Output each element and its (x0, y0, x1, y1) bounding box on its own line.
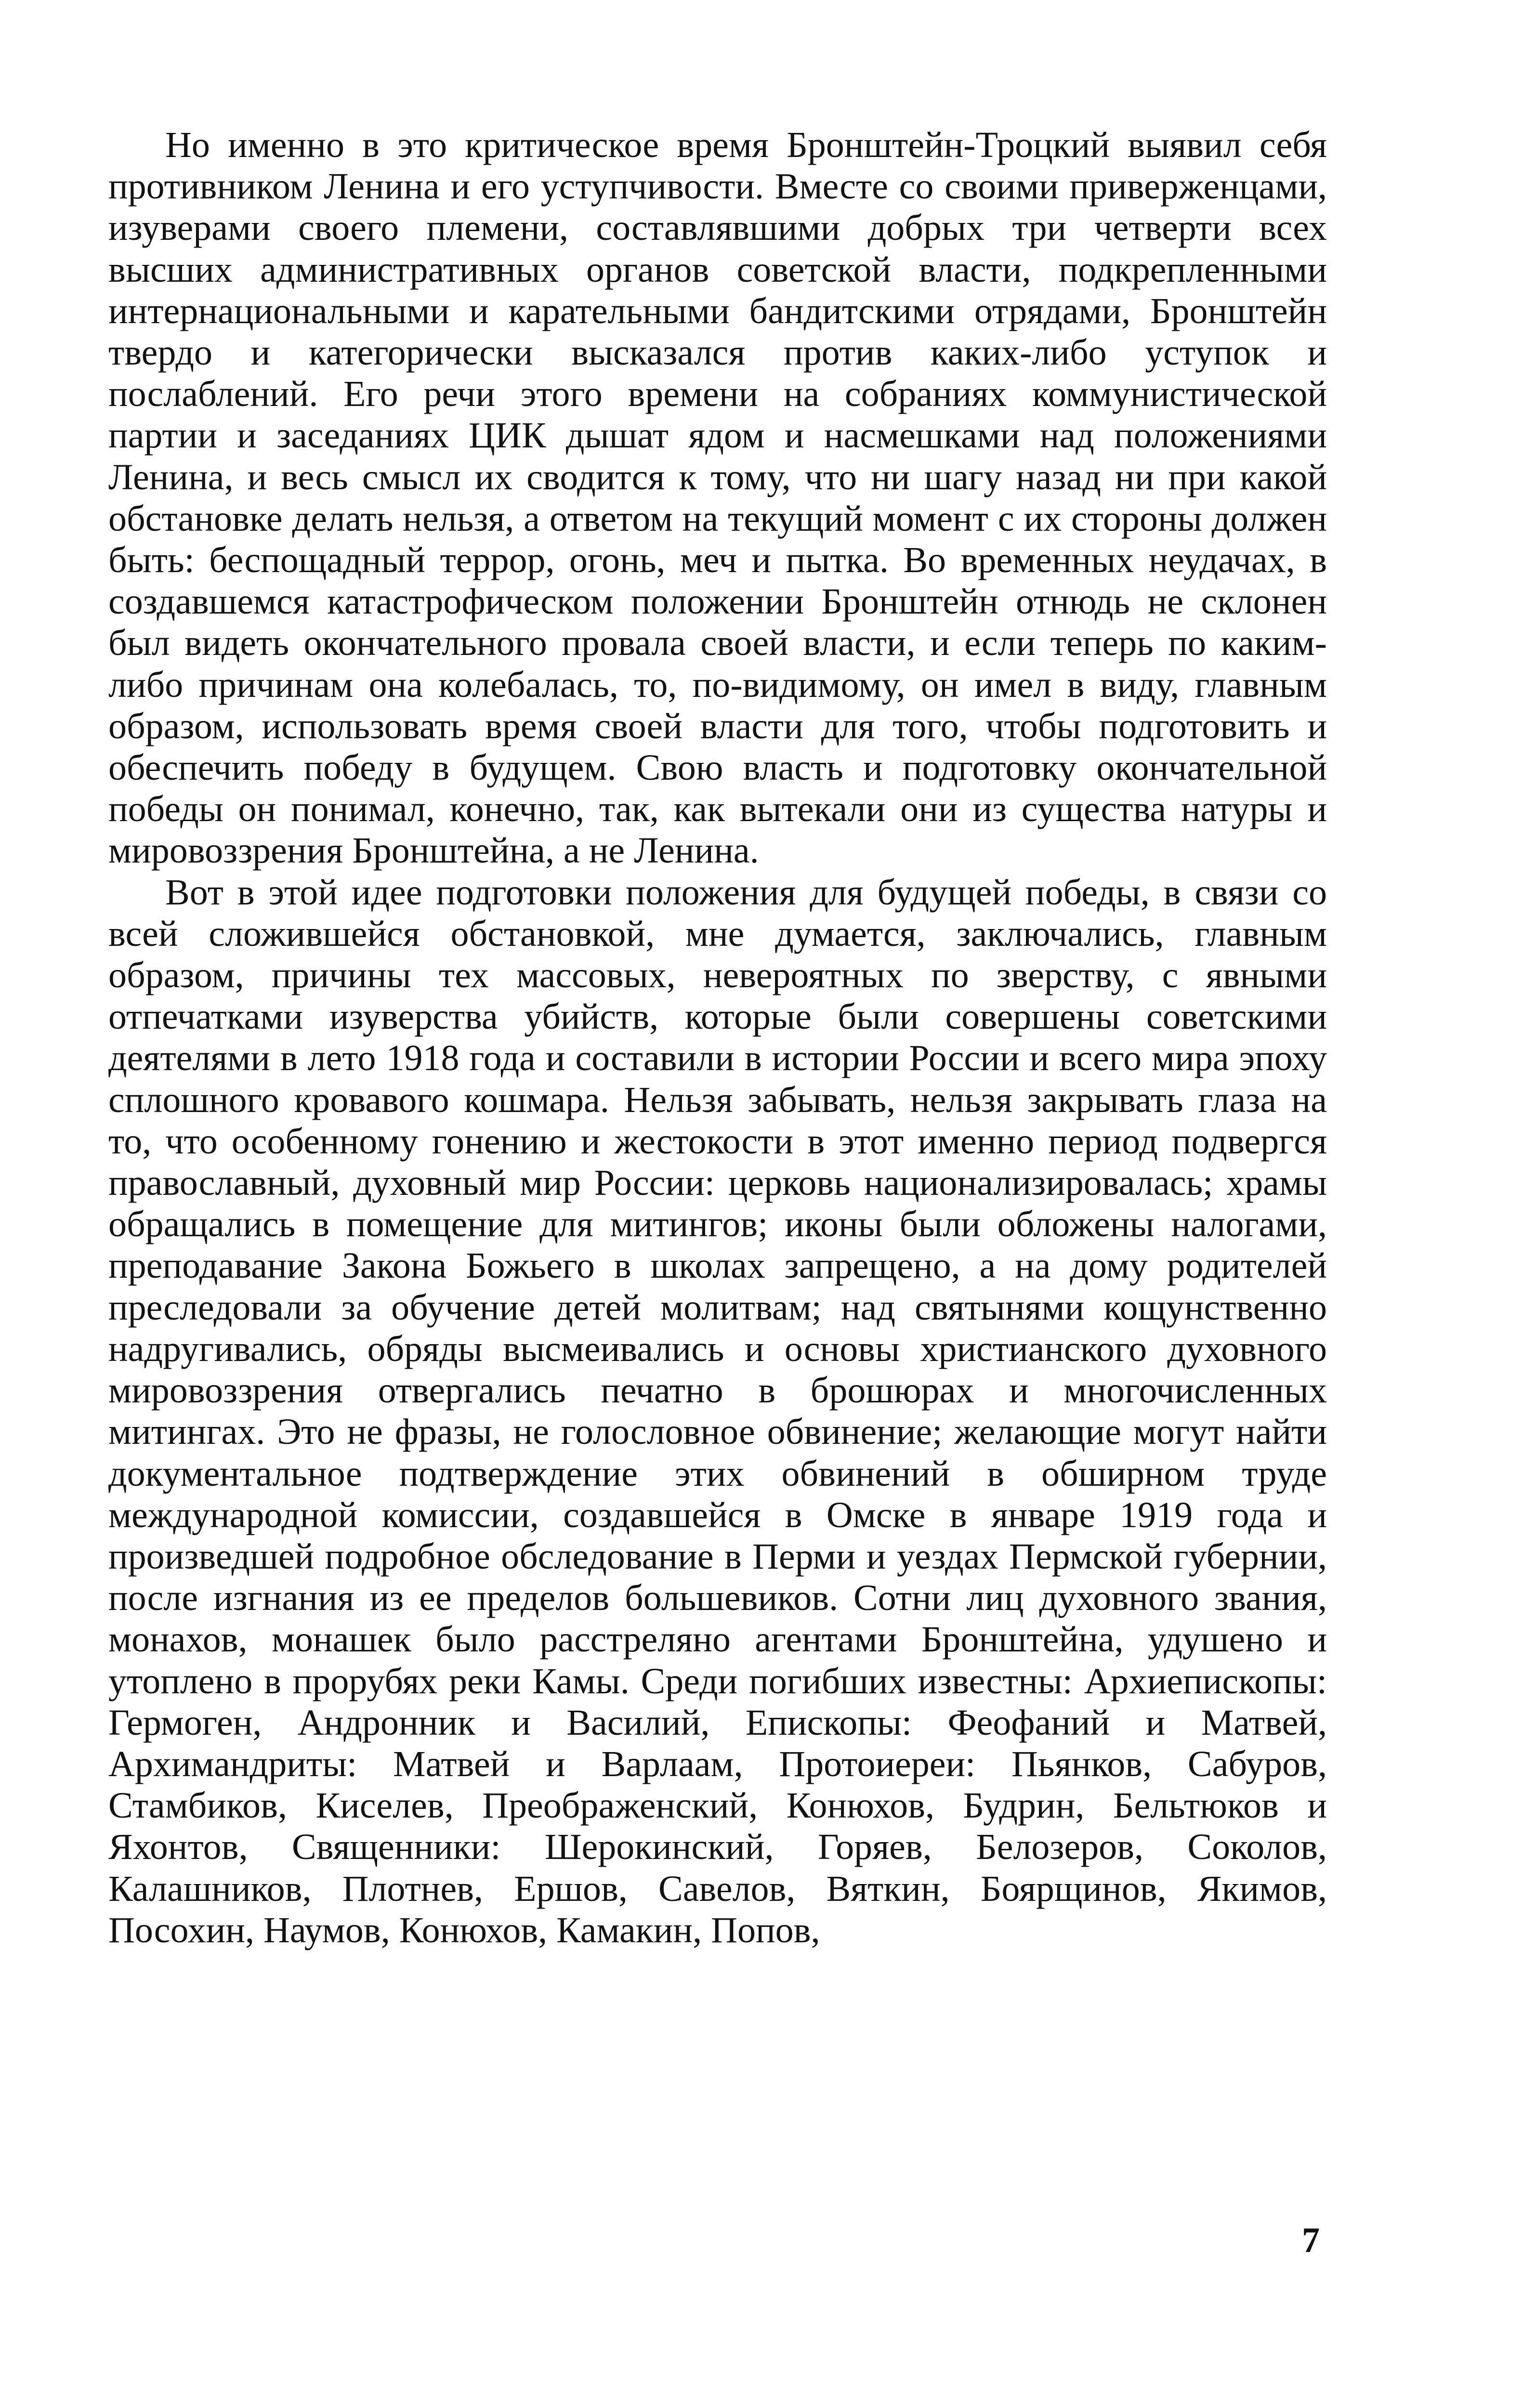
paragraph-1: Но именно в это критическое время Бронштейн-Троцкий выявил себя противником Ленина и его уступчивости. Вместе со своими приверженцами, изуверами своего племени, составлявшими добрых три четверти всех высших административных органов советской власти, подкрепленными интернациональными и карательными бандитскими отрядами, Бронштейн твердо и категорически высказался против каких-либо уступок и послаблений. Его речи этого времени на собраниях коммунистической партии и заседаниях ЦИК дышат ядом и насмешками над положениями Ленина, и весь смысл их сводится к тому, что ни шагу назад ни при какой обстановке делать нельзя, а ответом на текущий момент с их стороны должен быть: беспощадный террор, огонь, меч и пытка. Во временных неудачах, в создавшемся катастрофическом положении Бронштейн отнюдь не склонен был видеть окончательного провала своей власти, и если теперь по каким-либо причинам она колебалась, то, по-видимому, он имел в виду, главным образом, использовать время своей власти для того, чтобы подготовить и обеспечить победу в будущем. Свою власть и подготовку окончательной победы он понимал, конечно, так, как вытекали они из существа натуры и мировоззрения Бронштейна, а не Ленина. (108, 125, 1327, 871)
page-number: 7 (1302, 2221, 1320, 2260)
body-text (108, 124, 1327, 1951)
paragraph-2: Вот в этой идее подготовки положения для будущей победы, в связи со всей сложившейся обстановкой, мне думается, заключались, главным образом, причины тех массовых, невероятных по зверству, с явными отпечатками изуверства убийств, которые были совершены советскими деятелями в лето 1918 года и составили в истории России и всего мира эпоху сплошного кровавого кошмара. Нельзя забывать, нельзя закрывать глаза на то, что особенному гонению и жестокости в этот именно период подвергся православный, духовный мир России: церковь национализировалась; храмы обращались в помещение для митингов; иконы были обложены налогами, преподавание Закона Божьего в школах запрещено, а на дому родителей преследовали за обучение детей молитвам; над святынями кощунственно надругивались, обряды высмеивались и основы христианского духовного мировоззрения отвергались печатно в брошюрах и многочисленных митингах. Это не фразы, не голословное обвинение; желающие могут найти документальное подтверждение этих обвинений в обширном труде международной комиссии, создавшейся в Омске в январе 1919 года и произведшей подробное обследование в Перми и уездах Пермской губернии, после изгнания из ее пределов большевиков. Сотни лиц духовного звания, монахов, монашек было расстреляно агентами Бронштейна, удушено и утоплено в прорубях реки Камы. Среди погибших известны: Архиепископы: Гермоген, Андронник и Василий, Епископы: Феофаний и Матвей, Архимандриты: Матвей и Варлаам, Протоиереи: Пьянков, Сабуров, Стамбиков, Киселев, Преображенский, Конюхов, Будрин, Бельтюков и Яхонтов, Священники: Шерокинский, Горяев, Белозеров, Соколов, Калашников, Плотнев, Ершов, Савелов, Вяткин, Боярщинов, Якимов, Посохин, Наумов, Конюхов, Камакин, Попов, (108, 872, 1327, 1950)
